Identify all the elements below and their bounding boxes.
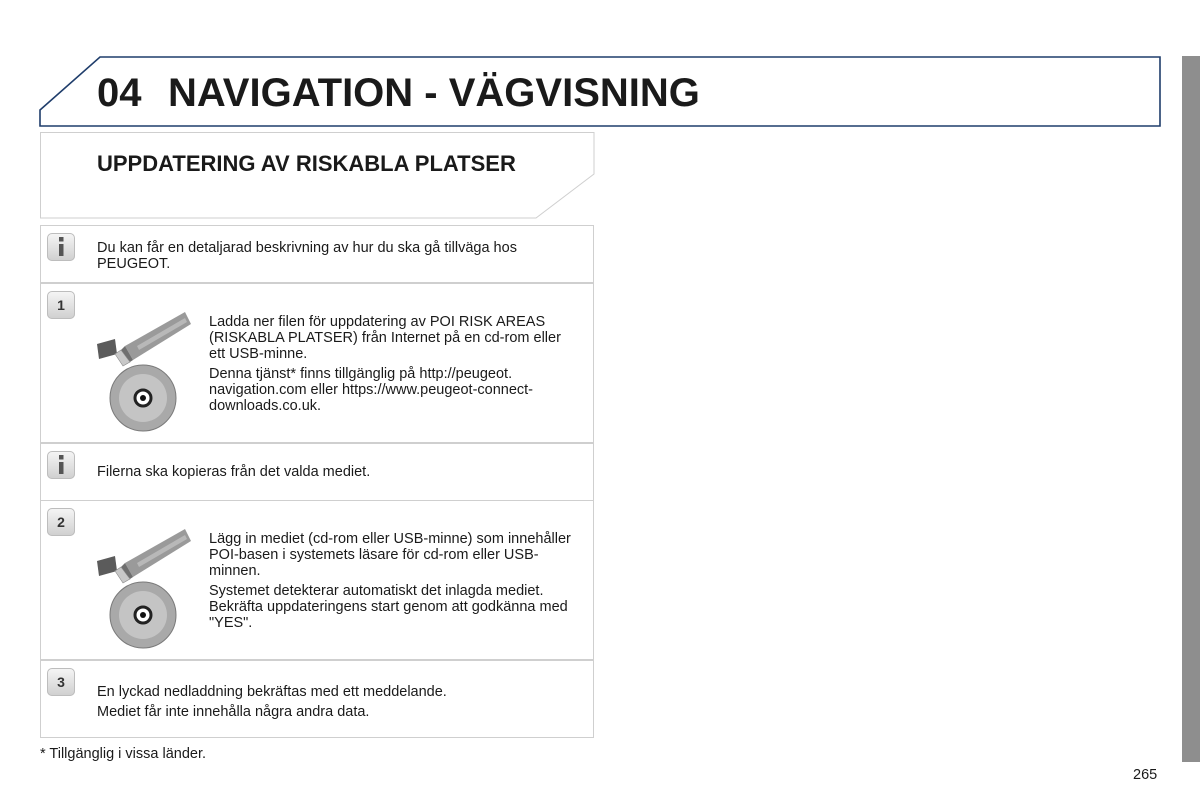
chapter-title: NAVIGATION - VÄGVISNING xyxy=(168,71,700,115)
page-number: 265 xyxy=(1133,767,1158,783)
step-paragraph: Ladda ner filen för uppdatering av POI RISK AREAS (RISKABLA PLATSER) från Internet på en cd-rom eller ett USB-minne. xyxy=(209,314,561,362)
step-paragraph: Mediet får inte innehålla några andra data. xyxy=(97,704,370,720)
info-row xyxy=(40,443,594,501)
step-paragraph: Systemet detekterar automatiskt det inlagda mediet. Bekräfta uppdateringens start genom att godkänna med "YES". xyxy=(209,583,568,631)
chapter-side-tab xyxy=(1182,56,1200,762)
usb-stick-icon xyxy=(97,312,191,366)
usb-stick-icon xyxy=(97,529,191,583)
info-text xyxy=(97,464,577,484)
step-3-text xyxy=(97,682,577,722)
info-row xyxy=(40,225,594,283)
step-paragraph: En lyckad nedladdning bekräftas med ett meddelande. xyxy=(97,684,447,700)
step-1-icon: 1 xyxy=(47,291,75,319)
info-paragraph: Du kan får en detaljarad beskrivning av hur du ska gå tillväga hos PEUGEOT. xyxy=(97,240,517,272)
step-row xyxy=(40,660,594,738)
step-paragraph: Lägg in mediet (cd-rom eller USB-minne) som innehåller POI-basen i systemets läsare för cd-rom eller USB-minnen. xyxy=(209,531,571,579)
step-1-text xyxy=(209,314,581,418)
cd-rom-icon xyxy=(110,582,176,648)
step-row xyxy=(40,283,594,443)
info-icon xyxy=(47,451,75,479)
step-2-text xyxy=(209,531,581,635)
media-icons xyxy=(95,302,205,442)
step-2-icon: 2 xyxy=(47,508,75,536)
footnote: * Tillgänglig i vissa länder. xyxy=(40,746,207,762)
chapter-number: 04 xyxy=(97,71,142,115)
media-icons xyxy=(95,519,205,659)
info-icon xyxy=(47,233,75,261)
cd-rom-icon xyxy=(110,365,176,431)
step-paragraph: Denna tjänst* finns tillgänglig på http://peugeot. navigation.com eller https://www.peugeot-connect-downloads.co.uk. xyxy=(209,366,534,414)
step-3-icon: 3 xyxy=(47,668,75,696)
step-row xyxy=(40,500,594,660)
info-text xyxy=(97,240,577,276)
section-title: UPPDATERING AV RISKABLA PLATSER xyxy=(97,151,516,176)
info-paragraph: Filerna ska kopieras från det valda mediet. xyxy=(97,464,371,480)
section-header-box xyxy=(40,132,596,220)
